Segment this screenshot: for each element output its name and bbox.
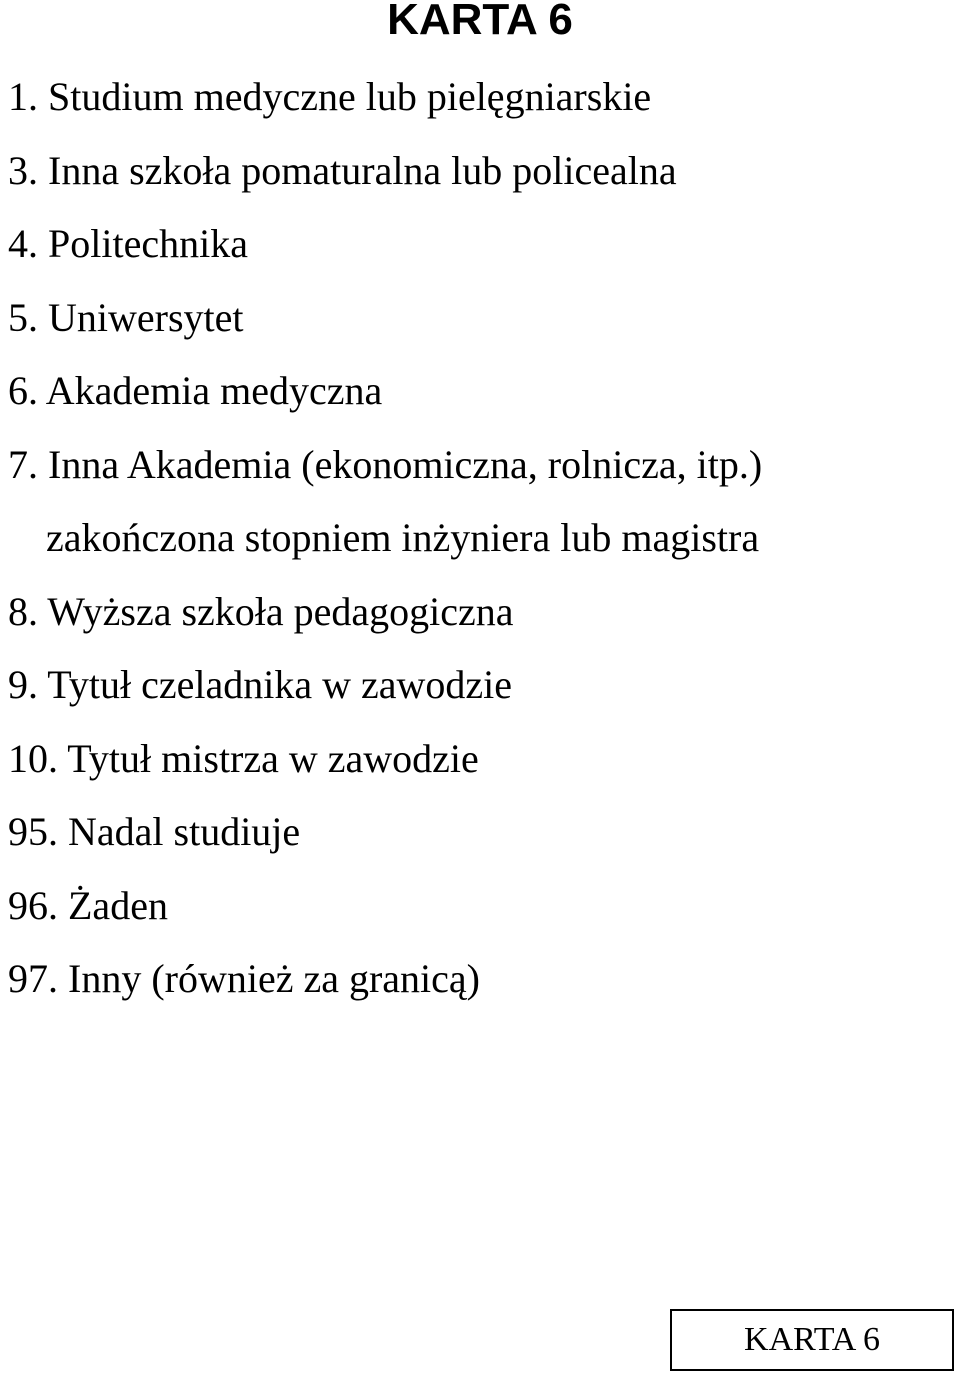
list-item: 8. Wyższa szkoła pedagogiczna: [8, 588, 514, 634]
card-label-box: KARTA 6: [670, 1309, 954, 1371]
list-item: 1. Studium medyczne lub pielęgniarskie: [8, 74, 652, 119]
list-item: 6. Akademia medyczna: [8, 368, 383, 413]
list-item: 4. Politechnika: [8, 221, 248, 266]
page-title: KARTA 6: [387, 0, 573, 44]
list-item: 9. Tytuł czeladnika w zawodzie: [8, 662, 513, 707]
list-item: 5. Uniwersytet: [8, 294, 244, 340]
list-item: 97. Inny (również za granicą): [8, 956, 480, 1001]
list-item: 7. Inna Akademia (ekonomiczna, rolnicza, itp.): [8, 441, 763, 487]
list-item: 10. Tytuł mistrza w zawodzie: [8, 735, 479, 781]
list-item: 96. Żaden: [8, 882, 168, 928]
list-item-continuation: zakończona stopniem inżyniera lub magistra: [46, 515, 760, 560]
answer-list: [8, 60, 762, 1016]
list-item: 3. Inna szkoła pomaturalna lub policealna: [8, 147, 677, 193]
list-item: 95. Nadal studiuje: [8, 809, 301, 854]
